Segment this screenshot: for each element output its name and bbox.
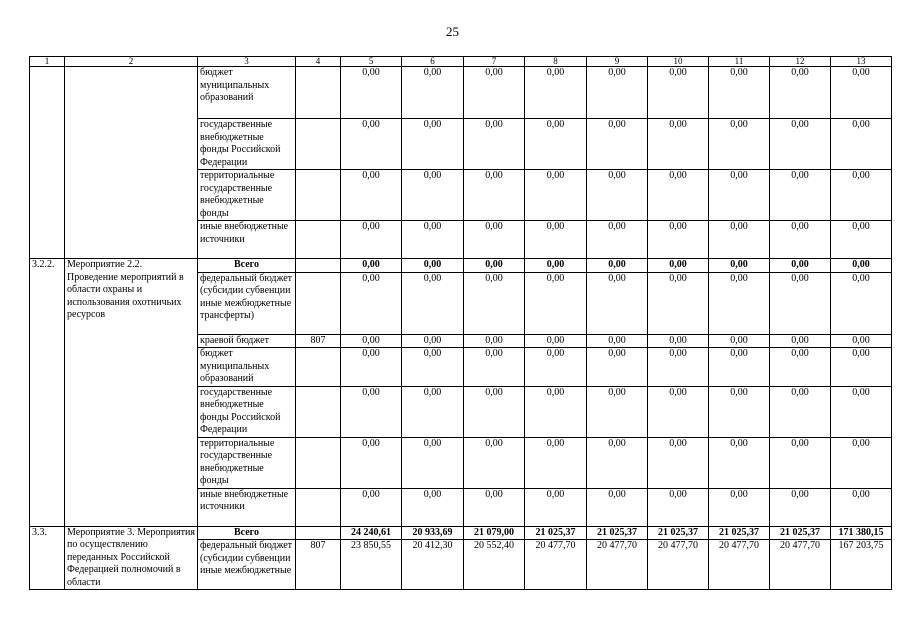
budget-code (296, 348, 341, 387)
item-number: 3.2.2. (30, 259, 65, 527)
value-cell-col-10: 21 025,37 (648, 526, 709, 540)
value-cell-col-10: 0,00 (648, 437, 709, 488)
value-cell-col-10: 0,00 (648, 488, 709, 526)
item-title: Мероприятие 2.2. Проведение мероприятий в области охраны и использования охотничьих ресурсов (65, 259, 198, 527)
value-cell-col-5: 0,00 (341, 67, 402, 119)
value-cell-col-12: 0,00 (770, 386, 831, 437)
value-cell-col-12: 0,00 (770, 221, 831, 259)
value-cell-col-5: 24 240,61 (341, 526, 402, 540)
value-cell-col-7: 0,00 (464, 259, 525, 273)
value-cell-col-12: 20 477,70 (770, 540, 831, 590)
budget-code (296, 386, 341, 437)
item-title (65, 67, 198, 259)
column-header-13: 13 (831, 57, 892, 67)
value-cell-col-11: 0,00 (709, 386, 770, 437)
funding-source: территориальные государственные внебюджетные фонды (198, 170, 296, 221)
funding-source: краевой бюджет (198, 334, 296, 348)
value-cell-col-6: 0,00 (402, 67, 464, 119)
value-cell-col-8: 0,00 (525, 437, 587, 488)
page-number: 25 (446, 24, 459, 39)
value-cell-col-9: 21 025,37 (587, 526, 648, 540)
value-cell-col-13: 0,00 (831, 259, 892, 273)
budget-code (296, 119, 341, 170)
value-cell-col-13: 0,00 (831, 437, 892, 488)
value-cell-col-5: 0,00 (341, 221, 402, 259)
value-cell-col-9: 0,00 (587, 119, 648, 170)
value-cell-col-5: 0,00 (341, 386, 402, 437)
value-cell-col-10: 0,00 (648, 386, 709, 437)
value-cell-col-11: 0,00 (709, 272, 770, 334)
budget-code (296, 67, 341, 119)
value-cell-col-9: 0,00 (587, 221, 648, 259)
value-cell-col-13: 0,00 (831, 386, 892, 437)
value-cell-col-13: 0,00 (831, 67, 892, 119)
value-cell-col-8: 0,00 (525, 488, 587, 526)
budget-code (296, 259, 341, 273)
value-cell-col-7: 0,00 (464, 170, 525, 221)
value-cell-col-11: 21 025,37 (709, 526, 770, 540)
value-cell-col-7: 0,00 (464, 334, 525, 348)
table-row (30, 67, 892, 119)
value-cell-col-12: 21 025,37 (770, 526, 831, 540)
value-cell-col-12: 0,00 (770, 334, 831, 348)
budget-code: 807 (296, 334, 341, 348)
budget-code (296, 170, 341, 221)
value-cell-col-10: 0,00 (648, 67, 709, 119)
value-cell-col-11: 0,00 (709, 334, 770, 348)
column-header-11: 11 (709, 57, 770, 67)
value-cell-col-10: 0,00 (648, 259, 709, 273)
value-cell-col-6: 0,00 (402, 170, 464, 221)
item-number (30, 67, 65, 259)
value-cell-col-12: 0,00 (770, 488, 831, 526)
value-cell-col-7: 0,00 (464, 386, 525, 437)
value-cell-col-6: 0,00 (402, 221, 464, 259)
funding-source: территориальные государственные внебюджетные фонды (198, 437, 296, 488)
value-cell-col-13: 0,00 (831, 272, 892, 334)
value-cell-col-6: 0,00 (402, 334, 464, 348)
value-cell-col-10: 0,00 (648, 170, 709, 221)
value-cell-col-8: 0,00 (525, 221, 587, 259)
value-cell-col-10: 20 477,70 (648, 540, 709, 590)
value-cell-col-6: 0,00 (402, 259, 464, 273)
value-cell-col-6: 0,00 (402, 386, 464, 437)
value-cell-col-11: 0,00 (709, 119, 770, 170)
column-header-1: 1 (30, 57, 65, 67)
value-cell-col-10: 0,00 (648, 221, 709, 259)
value-cell-col-7: 20 552,40 (464, 540, 525, 590)
value-cell-col-8: 0,00 (525, 119, 587, 170)
value-cell-col-10: 0,00 (648, 348, 709, 387)
budget-code (296, 272, 341, 334)
value-cell-col-13: 0,00 (831, 334, 892, 348)
value-cell-col-7: 21 079,00 (464, 526, 525, 540)
value-cell-col-9: 0,00 (587, 348, 648, 387)
value-cell-col-9: 0,00 (587, 386, 648, 437)
column-header-9: 9 (587, 57, 648, 67)
value-cell-col-5: 0,00 (341, 170, 402, 221)
value-cell-col-9: 0,00 (587, 259, 648, 273)
value-cell-col-12: 0,00 (770, 348, 831, 387)
budget-code (296, 488, 341, 526)
item-title: Мероприятие 3. Мероприятия по осуществлению переданных Российской Федерацией полномочий в области (65, 526, 198, 590)
value-cell-col-8: 0,00 (525, 259, 587, 273)
column-header-7: 7 (464, 57, 525, 67)
table-row (30, 259, 892, 273)
column-header-8: 8 (525, 57, 587, 67)
column-header-12: 12 (770, 57, 831, 67)
value-cell-col-9: 0,00 (587, 488, 648, 526)
value-cell-col-8: 0,00 (525, 348, 587, 387)
value-cell-col-8: 0,00 (525, 334, 587, 348)
budget-code: 807 (296, 540, 341, 590)
value-cell-col-8: 0,00 (525, 272, 587, 334)
value-cell-col-11: 0,00 (709, 488, 770, 526)
value-cell-col-5: 0,00 (341, 259, 402, 273)
value-cell-col-6: 0,00 (402, 348, 464, 387)
value-cell-col-10: 0,00 (648, 272, 709, 334)
value-cell-col-10: 0,00 (648, 119, 709, 170)
value-cell-col-6: 0,00 (402, 119, 464, 170)
value-cell-col-13: 171 380,15 (831, 526, 892, 540)
value-cell-col-12: 0,00 (770, 67, 831, 119)
header-row (30, 57, 892, 67)
funding-source: федеральный бюджет (субсидии субвенции иные межбюджетные (198, 540, 296, 590)
value-cell-col-13: 0,00 (831, 348, 892, 387)
table-row (30, 526, 892, 540)
funding-source: Всего (198, 259, 296, 273)
value-cell-col-13: 167 203,75 (831, 540, 892, 590)
value-cell-col-7: 0,00 (464, 272, 525, 334)
column-header-2: 2 (65, 57, 198, 67)
value-cell-col-7: 0,00 (464, 221, 525, 259)
column-header-10: 10 (648, 57, 709, 67)
column-header-5: 5 (341, 57, 402, 67)
budget-code (296, 437, 341, 488)
funding-source: иные внебюджетные источники (198, 488, 296, 526)
value-cell-col-12: 0,00 (770, 259, 831, 273)
funding-source: бюджет муниципальных образований (198, 348, 296, 387)
value-cell-col-11: 0,00 (709, 170, 770, 221)
value-cell-col-12: 0,00 (770, 119, 831, 170)
value-cell-col-11: 0,00 (709, 348, 770, 387)
funding-source: государственные внебюджетные фонды Российской Федерации (198, 119, 296, 170)
value-cell-col-5: 0,00 (341, 488, 402, 526)
value-cell-col-5: 0,00 (341, 437, 402, 488)
value-cell-col-5: 0,00 (341, 119, 402, 170)
value-cell-col-7: 0,00 (464, 437, 525, 488)
value-cell-col-8: 20 477,70 (525, 540, 587, 590)
budget-code (296, 221, 341, 259)
value-cell-col-5: 0,00 (341, 334, 402, 348)
value-cell-col-9: 0,00 (587, 272, 648, 334)
value-cell-col-6: 0,00 (402, 437, 464, 488)
value-cell-col-12: 0,00 (770, 170, 831, 221)
value-cell-col-9: 0,00 (587, 334, 648, 348)
value-cell-col-7: 0,00 (464, 348, 525, 387)
budget-table (29, 56, 892, 590)
value-cell-col-13: 0,00 (831, 488, 892, 526)
value-cell-col-10: 0,00 (648, 334, 709, 348)
value-cell-col-6: 20 412,30 (402, 540, 464, 590)
funding-source: иные внебюджетные источники (198, 221, 296, 259)
value-cell-col-12: 0,00 (770, 437, 831, 488)
budget-code (296, 526, 341, 540)
value-cell-col-13: 0,00 (831, 119, 892, 170)
value-cell-col-8: 0,00 (525, 386, 587, 437)
value-cell-col-11: 0,00 (709, 67, 770, 119)
value-cell-col-9: 0,00 (587, 170, 648, 221)
value-cell-col-6: 0,00 (402, 488, 464, 526)
value-cell-col-5: 0,00 (341, 348, 402, 387)
value-cell-col-5: 23 850,55 (341, 540, 402, 590)
value-cell-col-9: 20 477,70 (587, 540, 648, 590)
value-cell-col-7: 0,00 (464, 119, 525, 170)
value-cell-col-5: 0,00 (341, 272, 402, 334)
value-cell-col-7: 0,00 (464, 488, 525, 526)
item-number: 3.3. (30, 526, 65, 590)
funding-source: федеральный бюджет (субсидии субвенции иные межбюджетные трансферты) (198, 272, 296, 334)
value-cell-col-7: 0,00 (464, 67, 525, 119)
value-cell-col-13: 0,00 (831, 170, 892, 221)
value-cell-col-11: 20 477,70 (709, 540, 770, 590)
value-cell-col-13: 0,00 (831, 221, 892, 259)
column-header-3: 3 (198, 57, 296, 67)
value-cell-col-9: 0,00 (587, 437, 648, 488)
value-cell-col-8: 21 025,37 (525, 526, 587, 540)
value-cell-col-6: 20 933,69 (402, 526, 464, 540)
value-cell-col-11: 0,00 (709, 437, 770, 488)
value-cell-col-11: 0,00 (709, 221, 770, 259)
value-cell-col-12: 0,00 (770, 272, 831, 334)
value-cell-col-6: 0,00 (402, 272, 464, 334)
column-header-6: 6 (402, 57, 464, 67)
funding-source: государственные внебюджетные фонды Российской Федерации (198, 386, 296, 437)
funding-source: бюджет муниципальных образований (198, 67, 296, 119)
value-cell-col-8: 0,00 (525, 67, 587, 119)
column-header-4: 4 (296, 57, 341, 67)
value-cell-col-8: 0,00 (525, 170, 587, 221)
value-cell-col-11: 0,00 (709, 259, 770, 273)
funding-source: Всего (198, 526, 296, 540)
value-cell-col-9: 0,00 (587, 67, 648, 119)
